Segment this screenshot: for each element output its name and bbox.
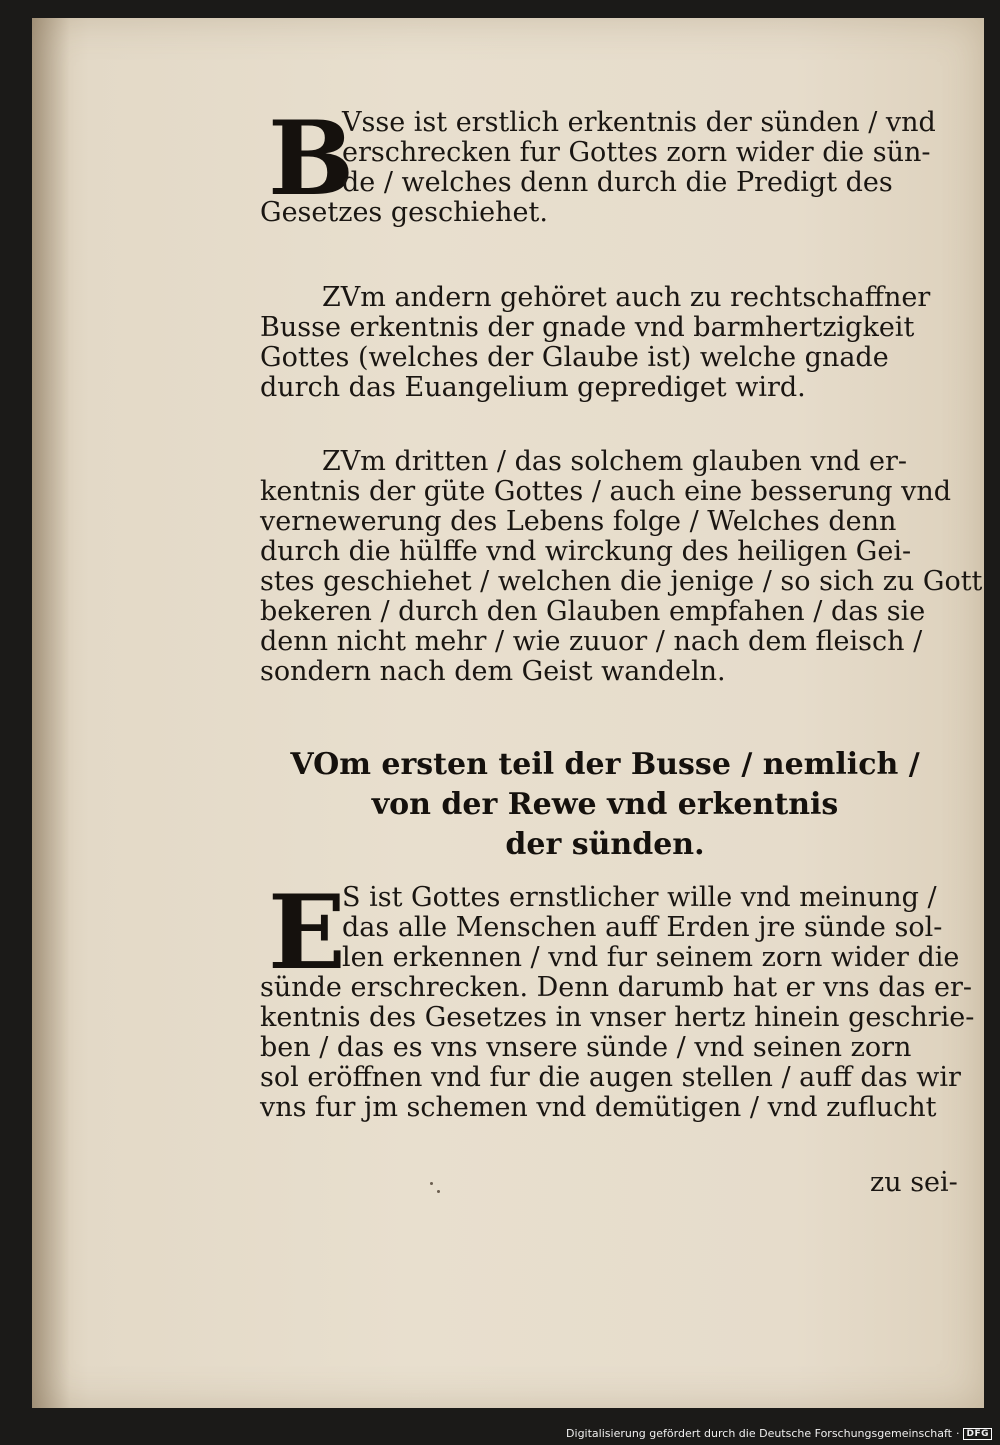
text-line: durch die hülffe vnd wirckung des heiligen Gei- (260, 536, 912, 567)
digitization-credit (566, 1427, 992, 1440)
text-line: vernewerung des Lebens folge / Welches denn (260, 506, 897, 537)
text-line: ZVm dritten / das solchem glauben vnd er- (322, 446, 907, 477)
paragraph-3 (260, 446, 983, 687)
text-line: kentnis der güte Gottes / auch eine besserung vnd (260, 476, 952, 507)
section-heading (260, 745, 950, 865)
text-line: kentnis des Gesetzes in vnser hertz hinein geschrie- (260, 1002, 975, 1033)
paragraph-2 (260, 283, 950, 403)
heading-line: von der Rewe vnd erkentnis (371, 787, 839, 822)
text-line: denn nicht mehr / wie zuuor / nach dem fleisch / (260, 626, 923, 657)
text-line: erschrecken fur Gottes zorn wider die sün- (342, 137, 931, 168)
drop-cap-initial: B (268, 99, 355, 219)
text-line: Vsse ist erstlich erkentnis der sünden / vnd (342, 107, 936, 138)
text-line: ZVm andern gehöret auch zu rechtschaffner (322, 282, 931, 313)
text-line: stes geschiehet / welchen die jenige / so sich zu Gott (260, 566, 983, 597)
text-line: vns fur jm schemen vnd demütigen / vnd zuflucht (260, 1092, 937, 1123)
paper-stain (437, 1190, 440, 1193)
page-gutter-shadow (32, 18, 70, 1408)
paragraph-1 (260, 99, 950, 228)
text-line: sünde erschrecken. Denn darumb hat er vns das er- (260, 972, 973, 1003)
text-line: len erkennen / vnd fur seinem zorn wider die (342, 942, 960, 973)
credit-separator: · (955, 1427, 960, 1440)
text-line: das alle Menschen auff Erden jre sünde sol- (342, 912, 943, 943)
text-line: sondern nach dem Geist wandeln. (260, 656, 726, 687)
text-line: de / welches denn durch die Predigt des (342, 167, 893, 198)
heading-line: der sünden. (505, 827, 705, 862)
text-line: ben / das es vns vnsere sünde / vnd seinen zorn (260, 1032, 912, 1063)
text-line: sol eröffnen vnd fur die augen stellen / auff das wir (260, 1062, 961, 1093)
drop-cap-initial: E (268, 873, 346, 993)
text-line: durch das Euangelium geprediget wird. (260, 372, 806, 403)
text-line: Gottes (welches der Glaube ist) welche gnade (260, 342, 889, 373)
dfg-logo-icon: DFG (963, 1428, 992, 1440)
paragraph-4 (260, 873, 975, 1123)
heading-line: VOm ersten teil der Busse / nemlich / (290, 747, 920, 782)
text-line: Busse erkentnis der gnade vnd barmhertzigkeit (260, 312, 915, 343)
text-line: S ist Gottes ernstlicher wille vnd meinung / (342, 882, 937, 913)
catchword: zu sei- (870, 1167, 958, 1198)
credit-text: Digitalisierung gefördert durch die Deutsche Forschungsgemeinschaft (566, 1427, 952, 1440)
text-line: bekeren / durch den Glauben empfahen / das sie (260, 596, 926, 627)
paper-stain (430, 1182, 433, 1185)
text-line: Gesetzes geschiehet. (260, 197, 548, 228)
